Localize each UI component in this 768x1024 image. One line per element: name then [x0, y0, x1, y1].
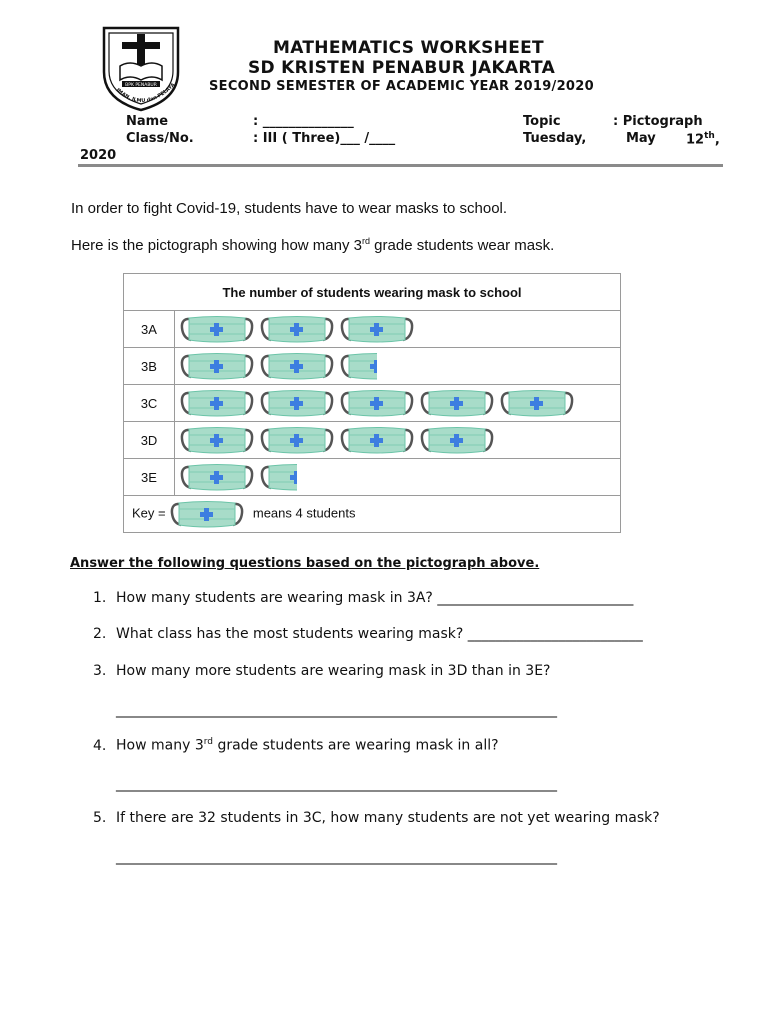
mask-row-3d [175, 422, 621, 459]
key-row [124, 496, 621, 533]
question-2: 2. What class has the most students wearing mask? _________________________ [93, 626, 643, 642]
class-label-3b: 3B [124, 348, 175, 385]
question-3: 3. How many more students are wearing mask in 3D than in 3E? [93, 663, 551, 679]
date-month: May [626, 131, 656, 146]
class-label-3d: 3D [124, 422, 175, 459]
question-1: 1. How many students are wearing mask in 3A? ____________________________ [93, 590, 634, 606]
questions-heading: Answer the following questions based on the pictograph above. [70, 556, 540, 571]
mask-icon-3a [339, 314, 415, 344]
mask-icon-3a [259, 314, 335, 344]
name-field[interactable]: : ______________ [253, 114, 354, 129]
mask-row-3e [175, 459, 621, 496]
svg-text:BPK PENABUR: BPK PENABUR [125, 83, 157, 88]
class-label-3a: 3A [124, 311, 175, 348]
half-mask-icon-3e [259, 462, 297, 492]
answer-line-5[interactable]: _______________________________________________________________ [116, 849, 557, 865]
half-mask-icon-3b [339, 351, 377, 381]
topic-value: : Pictograph [613, 114, 703, 129]
mask-row-3b [175, 348, 621, 385]
mask-icon-3a [179, 314, 255, 344]
mask-icon-3c [179, 388, 255, 418]
svg-text:IMAN, ILMU dan PELAYANAN: IMAN, ILMU dan PELAYA [114, 82, 177, 105]
mask-icon-3c [419, 388, 495, 418]
mask-row-3c [175, 385, 621, 422]
mask-icon-3b [259, 351, 335, 381]
intro-line-2: Here is the pictograph showing how many 3rd grade students wear mask. [71, 236, 555, 254]
pictograph-title: The number of students wearing mask to school [124, 274, 621, 311]
key-text: means 4 students [252, 505, 356, 521]
date-year: 2020 [80, 148, 117, 163]
class-label-3e: 3E [124, 459, 175, 496]
answer-line-3[interactable]: _______________________________________________________________ [116, 702, 557, 718]
header-divider [78, 164, 723, 167]
mask-icon-3c [339, 388, 415, 418]
school-name: SD KRISTEN PENABUR JAKARTA [247, 58, 556, 78]
topic-label: Topic [523, 114, 561, 129]
answer-line-4[interactable]: _______________________________________________________________ [116, 776, 557, 792]
date-number: 12th, [686, 131, 720, 148]
class-label-3c: 3C [124, 385, 175, 422]
pictograph-table [123, 273, 621, 533]
worksheet-title: MATHEMATICS WORKSHEET [273, 38, 544, 58]
mask-icon-3d [419, 425, 495, 455]
class-field[interactable]: : III ( Three)___ /____ [253, 131, 396, 146]
key-label: Key = [132, 505, 166, 521]
mask-icon-3c [259, 388, 335, 418]
mask-icon-3c [499, 388, 575, 418]
question-5: 5. If there are 32 students in 3C, how many students are not yet wearing mask? [93, 810, 660, 826]
question-4: 4. How many 3rd grade students are wearing mask in all? [93, 737, 499, 754]
mask-icon-3d [179, 425, 255, 455]
mask-icon-3d [259, 425, 335, 455]
class-label: Class/No. [126, 131, 194, 146]
name-label: Name [126, 114, 169, 129]
mask-icon-3b [179, 351, 255, 381]
semester-line: SECOND SEMESTER OF ACADEMIC YEAR 2019/2020 [209, 79, 594, 94]
date-day: Tuesday, [523, 131, 587, 146]
mask-row-3a [175, 311, 621, 348]
mask-icon-3d [339, 425, 415, 455]
key-mask-icon [169, 499, 245, 529]
mask-icon-3e [179, 462, 255, 492]
intro-line-1: In order to fight Covid-19, students have to wear masks to school. [71, 200, 508, 217]
